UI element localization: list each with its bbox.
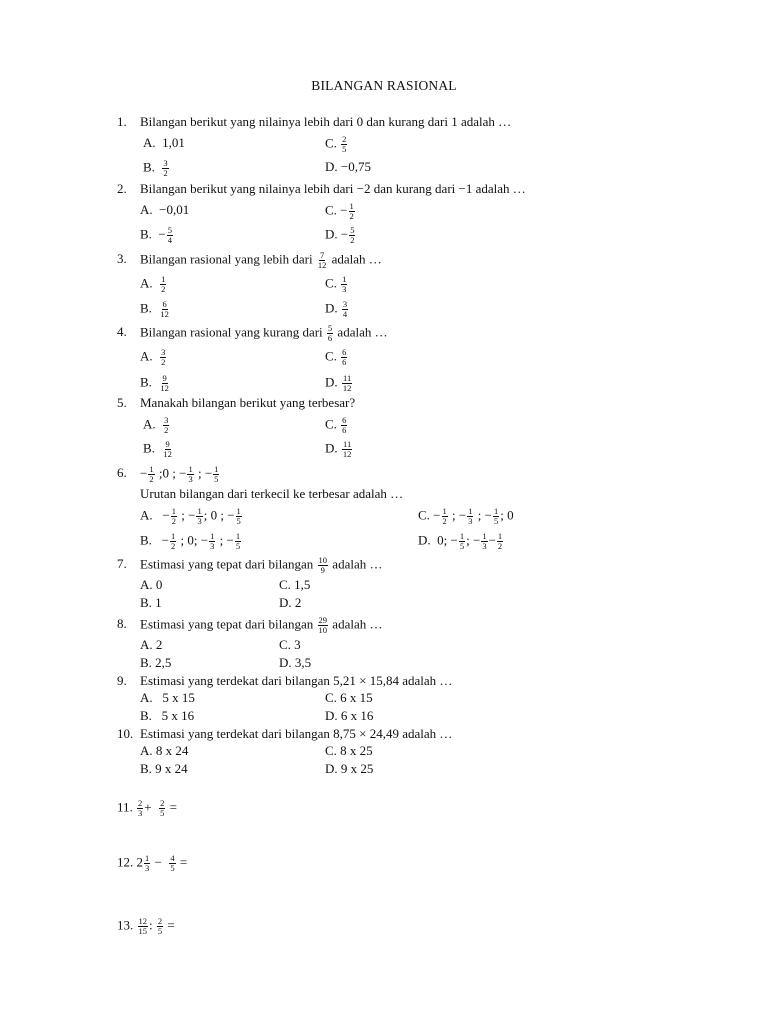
option-d: D. 0; − $\frac{1}{5}$ ; − $\frac{1}{3}$ − $\frac{1}{2}$	[418, 531, 503, 551]
option-b: B. 9 x 24	[140, 761, 188, 776]
question-text: Bilangan rasional yang kurang dari $\frac{5}{6}$ adalah …	[140, 323, 388, 343]
option-d: D. 3,5	[279, 655, 312, 670]
question-number: 8.	[117, 616, 127, 631]
option-b: B. $\frac{6}{12}$	[140, 299, 169, 319]
option-c: C. $\frac{6}{6}$	[325, 347, 347, 367]
option-a: A. $\frac{1}{2}$	[140, 274, 166, 294]
question-number: 6.	[117, 465, 127, 480]
option-b: B. $\frac{9}{12}$	[140, 373, 169, 393]
question-number: 4.	[117, 324, 127, 339]
option-d: D. 2	[279, 595, 302, 610]
expression: 11. $\frac{2}{3}$ + $\frac{2}{5}$ =	[117, 798, 177, 818]
question-text: Bilangan berikut yang nilainya lebih dari −2 dan kurang dari −1 adalah …	[140, 181, 526, 196]
option-c: C. $\frac{2}{5}$	[325, 134, 347, 154]
option-c: C. − $\frac{1}{2}$ ; − $\frac{1}{3}$ ; − $\frac{1}{5}$ ; 0	[418, 506, 514, 526]
option-c: C. 8 x 25	[325, 743, 373, 758]
option-a: A. − $\frac{1}{2}$ ; − $\frac{1}{3}$ ; 0 ; − $\frac{1}{5}$	[140, 506, 241, 526]
question-text: Estimasi yang tepat dari bilangan $\frac{29}{10}$ adalah …	[140, 615, 383, 635]
option-d: D. 9 x 25	[325, 761, 374, 776]
question-text: Estimasi yang terdekat dari bilangan 8,75 × 24,49 adalah …	[140, 726, 453, 741]
number-list: − $\frac{1}{2}$ ;0 ; − $\frac{1}{3}$ ; − $\frac{1}{5}$	[140, 464, 219, 484]
option-c: C. − $\frac{1}{2}$	[325, 201, 354, 221]
question-text: Urutan bilangan dari terkecil ke terbesar adalah …	[140, 486, 404, 501]
question-number: 7.	[117, 556, 127, 571]
option-d: D. $\frac{11}{12}$	[325, 373, 352, 393]
option-b: B. − $\frac{5}{4}$	[140, 225, 173, 245]
question-text: Estimasi yang tepat dari bilangan $\frac{10}{9}$ adalah …	[140, 555, 383, 575]
question-number: 3.	[117, 251, 127, 266]
option-c: C. 1,5	[279, 577, 311, 592]
option-c: C. $\frac{6}{6}$	[325, 415, 347, 435]
question-number: 10.	[117, 726, 134, 741]
option-b: B. $\frac{9}{12}$	[143, 439, 172, 459]
option-a: A. 8 x 24	[140, 743, 189, 758]
option-d: D. 6 x 16	[325, 708, 374, 723]
option-a: A. 1,01	[143, 135, 185, 150]
option-b: B. − $\frac{1}{2}$ ; 0; − $\frac{1}{3}$ ; − $\frac{1}{5}$	[140, 531, 241, 551]
option-a: A. $\frac{3}{2}$	[143, 415, 169, 435]
option-d: D. $\frac{3}{4}$	[325, 299, 348, 319]
question-number: 2.	[117, 181, 127, 196]
page-title: BILANGAN RASIONAL	[311, 78, 457, 93]
question-text: Estimasi yang terdekat dari bilangan 5,21 × 15,84 adalah …	[140, 673, 453, 688]
expression: 12. 2 $\frac{1}{3}$ − $\frac{4}{5}$ =	[117, 853, 188, 873]
question-text: Manakah bilangan berikut yang terbesar?	[140, 395, 356, 410]
option-b: B. 1	[140, 595, 162, 610]
option-c: C. 3	[279, 637, 301, 652]
option-c: C. 6 x 15	[325, 690, 373, 705]
option-a: A. 5 x 15	[140, 690, 195, 705]
question-number: 1.	[117, 114, 127, 129]
option-a: A. 0	[140, 577, 163, 592]
option-d: D. − $\frac{5}{2}$	[325, 225, 355, 245]
option-b: B. 2,5	[140, 655, 172, 670]
option-c: C. $\frac{1}{3}$	[325, 274, 347, 294]
option-d: D. $\frac{11}{12}$	[325, 439, 352, 459]
option-a: A. $\frac{3}{2}$	[140, 347, 166, 367]
question-text: Bilangan berikut yang nilainya lebih dari 0 dan kurang dari 1 adalah …	[140, 114, 512, 129]
option-b: B. $\frac{3}{2}$	[143, 158, 168, 178]
option-a: A. −0,01	[140, 202, 190, 217]
option-b: B. 5 x 16	[140, 708, 195, 723]
question-number: 5.	[117, 395, 127, 410]
option-d: D. −0,75	[325, 159, 371, 174]
option-a: A. 2	[140, 637, 163, 652]
question-text: Bilangan rasional yang lebih dari $\frac{7}{12}$ adalah …	[140, 250, 382, 270]
question-number: 9.	[117, 673, 127, 688]
expression: 13. $\frac{12}{15}$ : $\frac{2}{5}$ =	[117, 916, 175, 936]
